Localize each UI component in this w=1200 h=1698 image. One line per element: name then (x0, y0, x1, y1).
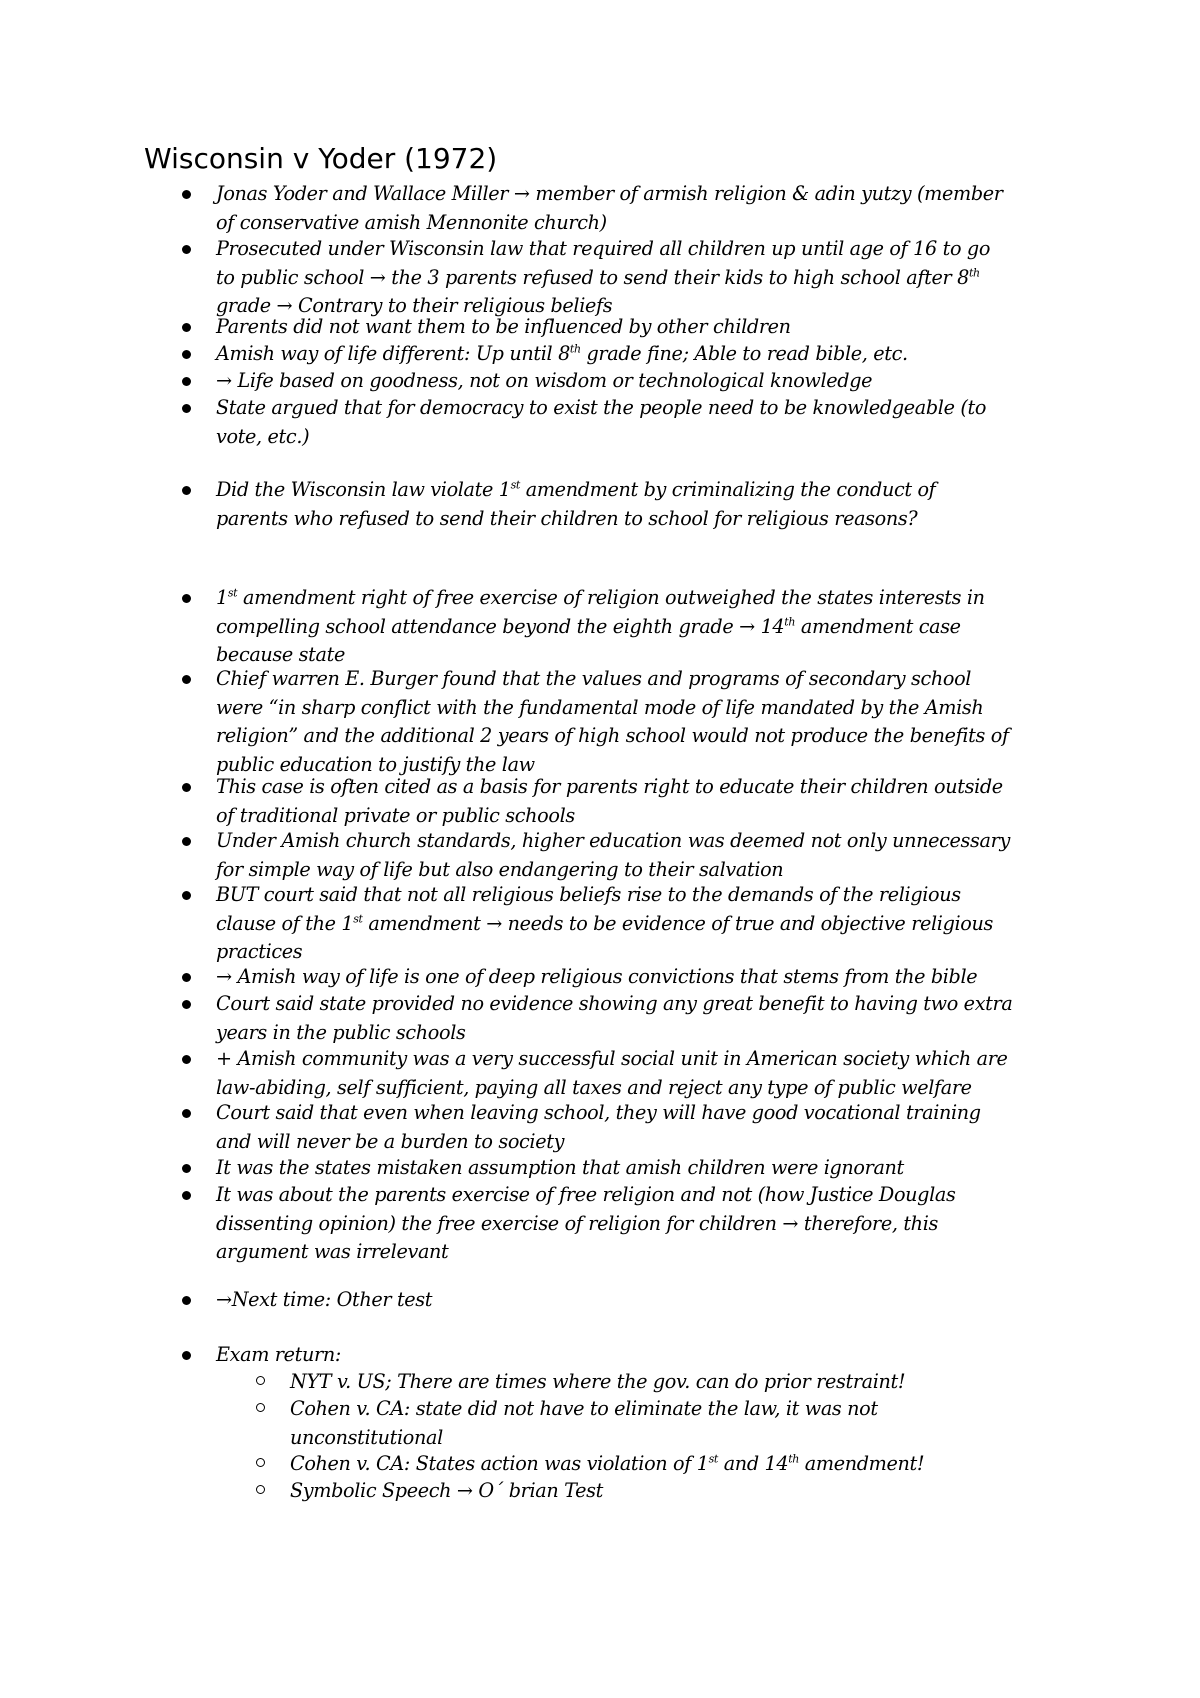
list-item (216, 1341, 1076, 1370)
list-item-text (216, 1154, 1076, 1183)
sub-list-item (290, 1450, 1076, 1479)
text-line: public education to justify the law (216, 752, 535, 776)
bullet-icon (182, 1000, 191, 1009)
bullet-icon (182, 891, 191, 900)
text-line: State argued that for democracy to exist the people need to be knowledgeable (to (216, 396, 987, 419)
hollow-bullet-icon (256, 1458, 265, 1467)
text-line: Under Amish church standards, higher education was deemed not only unnecessary (216, 829, 1010, 852)
bullet-icon (182, 973, 191, 982)
bullet-icon (182, 675, 191, 684)
text-line: for simple way of life but also endangering to their salvation (216, 857, 784, 881)
bullet-icon (182, 404, 191, 413)
list-item (216, 584, 1076, 670)
bullet-icon (182, 1191, 191, 1200)
hollow-bullet-icon (256, 1485, 265, 1494)
list-item-text (216, 180, 1076, 237)
bullet-icon (182, 245, 191, 254)
bullet-icon (182, 1164, 191, 1173)
text-line: Did the Wisconsin law violate 1st amendment by criminalizing the conduct of (216, 478, 936, 501)
text-line: unconstitutional (290, 1425, 443, 1449)
text-line: argument was irrelevant (216, 1240, 449, 1264)
list-item-text (216, 881, 1076, 967)
list-item-text (216, 773, 1076, 830)
list-item-text (216, 394, 1076, 451)
list-item-text (216, 235, 1076, 321)
list-item (216, 963, 1076, 992)
list-item-text (216, 584, 1076, 670)
bullet-icon (182, 323, 191, 332)
text-line: → Amish way of life is one of deep religious convictions that stems from the bible (216, 965, 978, 988)
text-line: Cohen v. CA: States action was violation of 1st and 14th amendment! (290, 1452, 925, 1475)
sub-list-item (290, 1477, 1076, 1506)
text-line: of conservative amish Mennonite church) (216, 210, 607, 234)
list-item-text (216, 313, 1076, 342)
bullet-icon (182, 1351, 191, 1360)
bullet-icon (182, 190, 191, 199)
list-item (216, 367, 1076, 396)
hollow-bullet-icon (256, 1403, 265, 1412)
text-line: Amish way of life different: Up until 8th grade fine; Able to read bible, etc. (216, 342, 908, 365)
text-line: law-abiding, self sufficient, paying all taxes and reject any type of public welfare (216, 1075, 972, 1099)
list-item-text (290, 1450, 1076, 1479)
bullet-icon (182, 837, 191, 846)
text-line: →Next time: Other test (216, 1288, 433, 1311)
bullet-icon (182, 594, 191, 603)
text-line: Chief warren E. Burger found that the values and programs of secondary school (216, 667, 972, 690)
list-item-text (216, 340, 1076, 369)
page-title: Wisconsin v Yoder (1972) (144, 142, 498, 175)
text-line: were “in sharp conflict with the fundamental mode of life mandated by the Amish (216, 695, 984, 719)
text-line: parents who refused to send their children to school for religious reasons? (216, 506, 918, 530)
list-item-text (216, 1099, 1076, 1156)
text-line: religion” and the additional 2 years of high school would not produce the benefits of (216, 724, 1009, 748)
text-line: of traditional private or public schools (216, 803, 575, 827)
text-line: Symbolic Speech → O´ brian Test (290, 1479, 603, 1502)
text-line: Court said state provided no evidence showing any great benefit to having two extra (216, 992, 1013, 1015)
list-item-text (216, 1181, 1076, 1267)
text-line: years in the public schools (216, 1020, 466, 1044)
list-item (216, 990, 1076, 1047)
text-line: Parents did not want them to be influenced by other children (216, 315, 791, 338)
list-item-text (216, 367, 1076, 396)
sub-list-item (290, 1368, 1076, 1397)
list-item-text (290, 1395, 1076, 1452)
sub-list-item (290, 1395, 1076, 1452)
text-line: Cohen v. CA: state did not have to eliminate the law, it was not (290, 1397, 878, 1420)
text-line: It was about the parents exercise of free religion and not (how Justice Douglas (216, 1183, 956, 1206)
list-item-text (216, 990, 1076, 1047)
list-item (216, 1154, 1076, 1183)
text-line: It was the states mistaken assumption that amish children were ignorant (216, 1156, 904, 1179)
text-line: 1st amendment right of free exercise of religion outweighed the states interests in (216, 586, 985, 609)
bullet-icon (182, 1296, 191, 1305)
text-line: Exam return: (216, 1343, 341, 1366)
list-item (216, 394, 1076, 451)
text-line: practices (216, 940, 303, 964)
text-line: BUT court said that not all religious beliefs rise to the demands of the religious (216, 883, 961, 906)
text-line: compelling school attendance beyond the eighth grade → 14th amendment case (216, 614, 961, 638)
list-item-text (216, 665, 1076, 779)
text-line: and will never be a burden to society (216, 1129, 565, 1153)
list-item (216, 827, 1076, 884)
list-item-text (216, 1286, 1076, 1315)
list-item-text (216, 476, 1076, 533)
list-item (216, 340, 1076, 369)
list-item-text (216, 963, 1076, 992)
hollow-bullet-icon (256, 1376, 265, 1385)
bullet-icon (182, 783, 191, 792)
text-line: to public school → the 3 parents refused to send their kids to high school after 8th (216, 265, 980, 289)
list-item (216, 773, 1076, 830)
list-item-text (216, 1045, 1076, 1102)
list-item-text (216, 1341, 1076, 1370)
text-line: grade → Contrary to their religious beliefs (216, 294, 613, 318)
bullet-icon (182, 350, 191, 359)
list-item (216, 1099, 1076, 1156)
text-line: vote, etc.) (216, 424, 310, 448)
list-item-text (290, 1368, 1076, 1397)
bullet-icon (182, 1109, 191, 1118)
list-item (216, 665, 1076, 779)
list-item (216, 313, 1076, 342)
text-line: clause of the 1st amendment → needs to be evidence of true and objective religious (216, 911, 994, 935)
list-item (216, 1181, 1076, 1267)
bullet-icon (182, 486, 191, 495)
list-item (216, 881, 1076, 967)
list-item (216, 1286, 1076, 1315)
list-item (216, 476, 1076, 533)
text-line: + Amish community was a very successful social unit in American society which are (216, 1047, 1008, 1070)
list-item (216, 1045, 1076, 1102)
text-line: NYT v. US; There are times where the gov. can do prior restraint! (290, 1370, 906, 1393)
text-line: Court said that even when leaving school, they will have good vocational training (216, 1101, 981, 1124)
list-item-text (290, 1477, 1076, 1506)
text-line: Prosecuted under Wisconsin law that required all children up until age of 16 to go (216, 237, 991, 260)
list-item (216, 235, 1076, 321)
text-line: → Life based on goodness, not on wisdom or technological knowledge (216, 369, 873, 392)
list-item (216, 180, 1076, 237)
text-line: dissenting opinion) the free exercise of religion for children → therefore, this (216, 1211, 938, 1235)
list-item-text (216, 827, 1076, 884)
bullet-icon (182, 377, 191, 386)
text-line: This case is often cited as a basis for parents right to educate their children outside (216, 775, 1003, 798)
bullet-icon (182, 1055, 191, 1064)
text-line: because state (216, 643, 345, 667)
text-line: Jonas Yoder and Wallace Miller → member of armish religion & adin yutzy (member (216, 182, 1003, 205)
